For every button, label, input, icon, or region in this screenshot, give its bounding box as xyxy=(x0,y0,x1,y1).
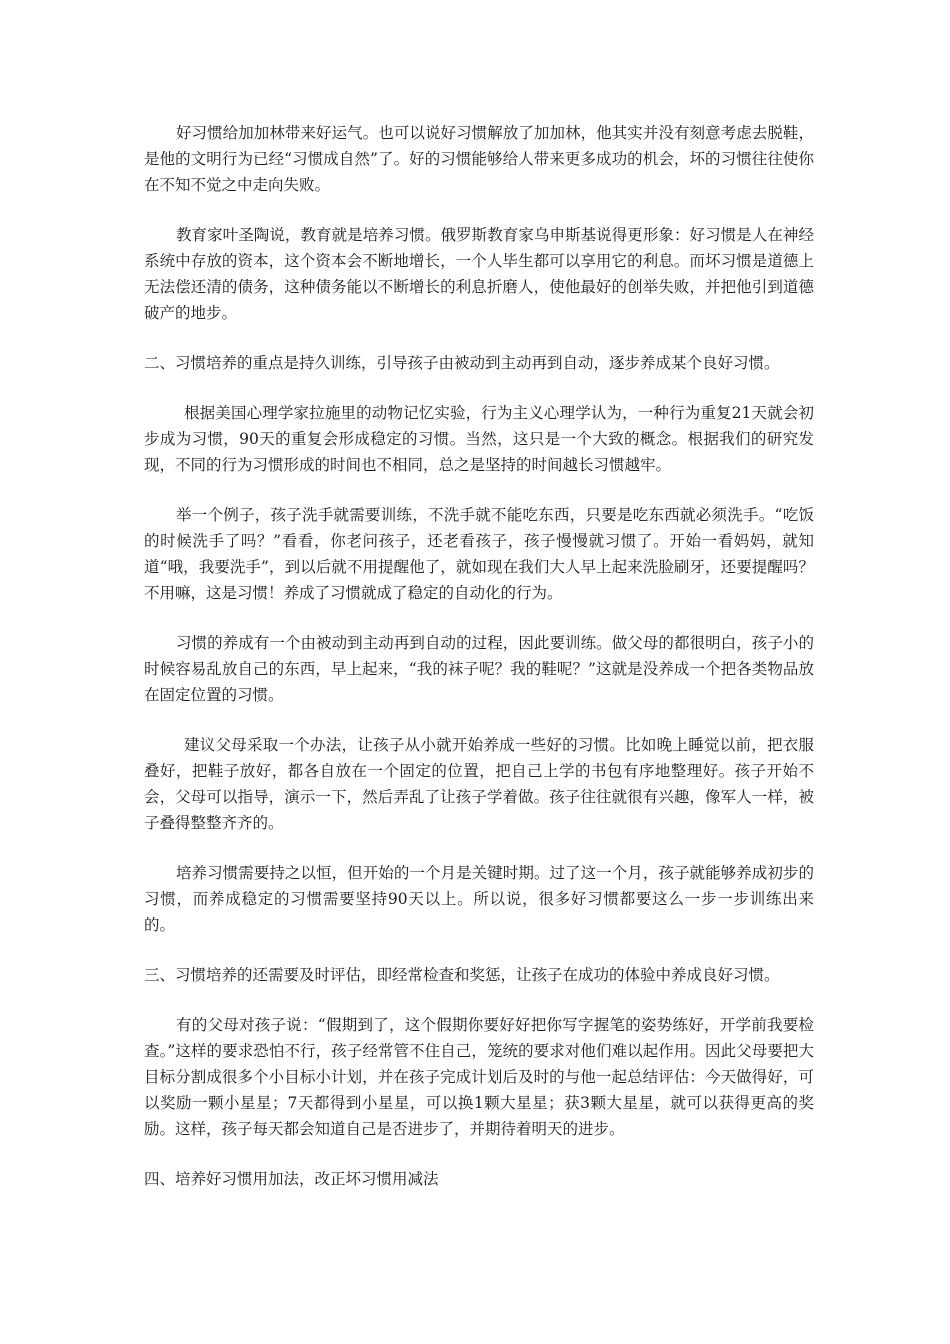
paragraph-training-process: 习惯的养成有一个由被动到主动再到自动的过程，因此要训练。做父母的都很明白，孩子小的时候容易乱放自己的东西，早上起来，“我的袜子呢？我的鞋呢？”这就是没养成一个把各类物品放在固定位置的习惯。 xyxy=(144,634,814,704)
paragraph-education-quote: 教育家叶圣陶说，教育就是培养习惯。俄罗斯教育家乌申斯基说得更形象：好习惯是人在神经系统中存放的资本，这个资本会不断地增长，一个人毕生都可以享用它的利息。而坏习惯是道德上无法偿还清的债务，这种债务能以不断增长的利息折磨人，使他最好的创举失败，并把他引到道德破产的地步。 xyxy=(144,226,814,322)
paragraph-parent-method: 建议父母采取一个办法，让孩子从小就开始养成一些好的习惯。比如晚上睡觉以前，把衣服叠好，把鞋子放好，都各自放在一个固定的位置，把自己上学的书包有序地整理好。孩子开始不会，父母可以指导，演示一下，然后弄乱了让孩子学着做。孩子往往就很有兴趣，像军人一样，被子叠得整整齐齐的。 xyxy=(144,736,814,832)
section-heading-4: 四、培养好习惯用加法，改正坏习惯用减法 xyxy=(144,1170,439,1188)
document-body xyxy=(144,120,814,1216)
paragraph-21-days: 根据美国心理学家拉施里的动物记忆实验，行为主义心理学认为，一种行为重复21天就会初步成为习惯，90天的重复会形成稳定的习惯。当然，这只是一个大致的概念。根据我们的研究发现，不同的行为习惯形成的时间也不相同，总之是坚持的时间越长习惯越牢。 xyxy=(144,404,814,474)
paragraph-evaluation: 有的父母对孩子说：“假期到了，这个假期你要好好把你写字握笔的姿势练好，开学前我要检查。”这样的要求恐怕不行，孩子经常管不住自己，笼统的要求对他们难以起作用。因此父母要把大目标分割成很多个小目标小计划，并在孩子完成计划后及时的与他一起总结评估：今天做得好，可以奖励一颗小星星；7天都得到小星星，可以换1颗大星星；获3颗大星星，就可以获得更高的奖励。这样，孩子每天都会知道自己是否进步了，并期待着明天的进步。 xyxy=(144,1016,814,1138)
section-heading-2: 二、习惯培养的重点是持久训练，引导孩子由被动到主动再到自动，逐步养成某个良好习惯。 xyxy=(144,354,780,372)
section-heading-3: 三、习惯培养的还需要及时评估，即经常检查和奖惩，让孩子在成功的体验中养成良好习惯。 xyxy=(144,966,780,984)
paragraph-hand-washing: 举一个例子，孩子洗手就需要训练，不洗手就不能吃东西，只要是吃东西就必须洗手。“吃饭的时候洗手了吗？”看看，你老问孩子，还老看孩子，孩子慢慢就习惯了。开始一看妈妈，就知道“哦，我要洗手”，到以后就不用提醒他了，就如现在我们大人早上起来洗脸刷牙，还要提醒吗？不用嘛，这是习惯！养成了习惯就成了稳定的自动化的行为。 xyxy=(144,506,814,602)
paragraph-persistence: 培养习惯需要持之以恒，但开始的一个月是关键时期。过了这一个月，孩子就能够养成初步的习惯，而养成稳定的习惯需要坚持90天以上。所以说，很多好习惯都要这么一步一步训练出来的。 xyxy=(144,864,814,934)
paragraph-habit-luck: 好习惯给加加林带来好运气。也可以说好习惯解放了加加林，他其实并没有刻意考虑去脱鞋，是他的文明行为已经“习惯成自然”了。好的习惯能够给人带来更多成功的机会，坏的习惯往往使你在不知不觉之中走向失败。 xyxy=(144,124,814,194)
